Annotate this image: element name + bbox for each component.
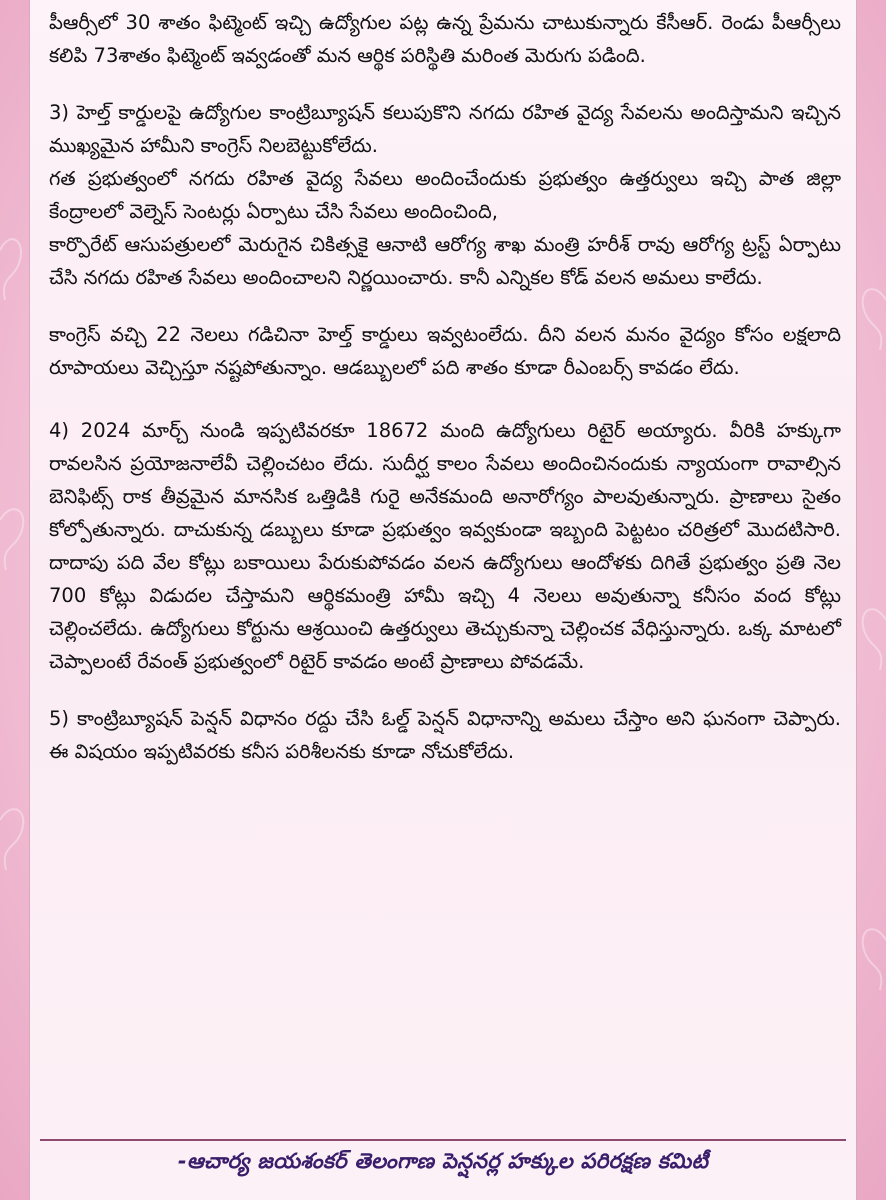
paragraph-health-cards-promise: 3) హెల్త్ కార్డులపై ఉద్యోగుల కాంట్రిబ్యూషన్ కలుపుకొని నగదు రహిత వైద్య సేవలను అందిస్తామని ఇచ్చిన ముఖ్యమైన హామీని కాంగ్రెస్ నిలబెట్టుకోలేదు. [49, 101, 841, 157]
footer-divider [40, 1139, 846, 1141]
paragraph-previous-government: గత ప్రభుత్వంలో నగదు రహిత వైద్య సేవలు అందించేందుకు ప్రభుత్వం ఉత్తర్వులు ఇచ్చి పాత జిల్లా కేంద్రాలలో వెల్నెస్ సెంటర్లు ఏర్పాటు చేసి సేవలు అందించింది, [49, 167, 841, 223]
paragraph-retirement-benefits: 4) 2024 మార్చ్ నుండి ఇప్పటివరకూ 18672 మంది ఉద్యోగులు రిటైర్ అయ్యారు. వీరికి హక్కుగా రావలసిన ప్రయోజనాలేవీ చెల్లించటం లేదు. సుదీర్ఘ కాలం సేవలు అందించినందుకు న్యాయంగా రావాల్సిన బెనిఫిట్స్ రాక తీవ్రమైన మానసిక ఒత్తిడికి గురై అనేకమంది అనారోగ్యం పాలవుతున్నారు. ప్రాణాలు సైతం కోల్పోతున్నారు. దాచుకున్న డబ్బులు కూడా ప్రభుత్వం ఇవ్వకుండా ఇబ్బంది పెట్టటం చరిత్రలో మొదటిసారి. దాదాపు పది వేల కోట్లు బకాయిలు పేరుకుపోవడం వలన ఉద్యోగులు ఆందోళకు దిగితే ప్రభుత్వం ప్రతి నెల 700 కోట్లు విడుదల చేస్తామని ఆర్థికమంత్రి హామీ ఇచ్చి 4 నెలలు అవుతున్నా కనీసం వంద కోట్లు చెల్లించలేదు. ఉద్యోగులు కోర్టును ఆశ్రయించి ఉత్తర్వులు తెచ్చుకున్నా చెల్లించక వేధిస్తున్నారు. ఒక్క మాటలో చెప్పాలంటే రేవంత్ ప్రభుత్వంలో రిటైర్ కావడం అంటే ప్రాణాలు పోవడమే. [49, 419, 841, 673]
paragraph-health-cards-delay: కాంగ్రెస్ వచ్చి 22 నెలలు గడిచినా హెల్త్ కార్డులు ఇవ్వటంలేదు. దీని వలన మనం వైద్యం కోసం లక్షలాది రూపాయలు వెచ్చిస్తూ నష్టపోతున్నాం. ఆడబ్బులలో పది శాతం కూడా రీఎంబర్స్ కావడం లేదు. [49, 323, 841, 379]
document-body [49, 6, 841, 768]
paragraph-prc-fitment: పీఆర్సీలో 30 శాతం ఫిట్మెంట్ ఇచ్చి ఉద్యోగుల పట్ల ఉన్న ప్రేమను చాటుకున్నారు కేసీఆర్. రెండు పీఆర్సీలు కలిపి 73శాతం ఫిట్మెంట్ ఇవ్వడంతో మన ఆర్థిక పరిస్థితి మరింత మెరుగు పడింది. [49, 11, 841, 67]
paragraph-health-trust: కార్పొరేట్ ఆసుపత్రులలో మెరుగైన చికిత్సకై ఆనాటి ఆరోగ్య శాఖ మంత్రి హరీశ్ రావు ఆరోగ్య ట్రస్ట్ ఏర్పాటు చేసి నగదు రహిత సేవలు అందించాలని నిర్ణయించారు. కానీ ఎన్నికల కోడ్ వలన అమలు కాలేదు. [49, 233, 841, 289]
footer-signature: -ఆచార్య జయశంకర్ తెలంగాణ పెన్షనర్ల హక్కుల పరిరక్షణ కమిటీ [177, 1149, 709, 1173]
paragraph-old-pension: 5) కాంట్రిబ్యూషన్ పెన్షన్ విధానం రద్దు చేసి ఓల్డ్ పెన్షన్ విధానాన్ని అమలు చేస్తాం అని ఘనంగా చెప్పారు. ఈ విషయం ఇప్పటివరకు కనీస పరిశీలనకు కూడా నోచుకోలేదు. [49, 707, 841, 763]
